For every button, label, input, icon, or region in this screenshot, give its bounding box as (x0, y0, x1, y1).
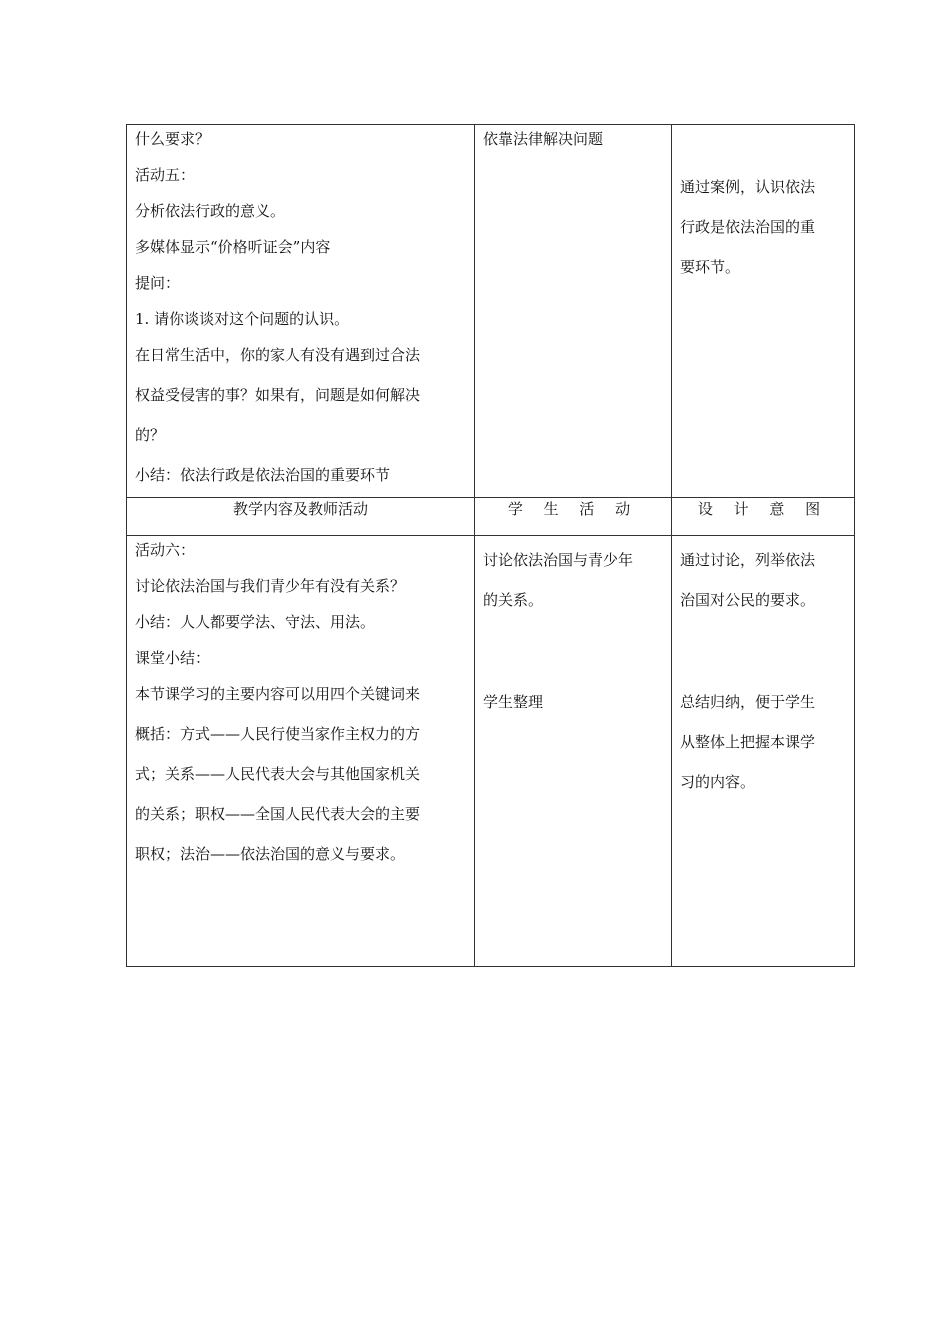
text-line: 活动六： (135, 541, 196, 559)
header-student-activity: 学 生 活 动 (475, 498, 672, 536)
text-line: 讨论依法治国与青少年 (483, 551, 634, 569)
text-line: 本节课学习的主要内容可以用四个关键词来 (135, 685, 421, 703)
design-intent-cell (672, 125, 855, 498)
table-header-row (127, 498, 855, 536)
text-line: 的关系；职权——全国人民代表大会的主要 (135, 805, 421, 823)
text-line: 职权；法治——依法治国的意义与要求。 (135, 845, 406, 863)
text-line: 通过讨论，列举依法 (680, 551, 816, 569)
text-line: 在日常生活中，你的家人有没有遇到过合法 (135, 346, 421, 364)
text-line: 习的内容。 (680, 773, 756, 791)
text-line: 的关系。 (483, 591, 544, 609)
text-line: 学生整理 (483, 693, 544, 711)
design-intent-cell (672, 536, 855, 967)
text-line: 多媒体显示“价格听证会”内容 (135, 238, 331, 256)
header-design-intent: 设 计 意 图 (672, 498, 855, 536)
teacher-activity-cell (127, 536, 475, 967)
text-line: 总结归纳，便于学生 (680, 693, 816, 711)
text-line: 分析依法行政的意义。 (135, 202, 286, 220)
text-line: 的？ (135, 426, 166, 444)
text-line: 小结：人人都要学法、守法、用法。 (135, 613, 376, 631)
text-line: 小结：依法行政是依法治国的重要环节 (135, 466, 391, 484)
lesson-plan-table (126, 124, 855, 967)
text-line: 什么要求？ (135, 130, 211, 148)
text-line: 治国对公民的要求。 (680, 591, 816, 609)
text-line: 讨论依法治国与我们青少年有没有关系？ (135, 577, 406, 595)
text-line: 1. 请你谈谈对这个问题的认识。 (135, 310, 350, 328)
text-line: 行政是依法治国的重 (680, 218, 816, 236)
text-line: 活动五： (135, 166, 196, 184)
text-line: 从整体上把握本课学 (680, 733, 816, 751)
text-line: 提问： (135, 274, 181, 292)
text-line: 要环节。 (680, 258, 741, 276)
text-line: 依靠法律解决问题 (483, 130, 604, 148)
text-line: 式；关系——人民代表大会与其他国家机关 (135, 765, 421, 783)
text-line: 通过案例，认识依法 (680, 178, 816, 196)
teacher-activity-cell (127, 125, 475, 498)
table-row (127, 125, 855, 498)
header-teacher-activity: 教学内容及教师活动 (127, 498, 475, 536)
student-activity-cell (475, 536, 672, 967)
student-activity-cell (475, 125, 672, 498)
table-row (127, 536, 855, 967)
text-line: 课堂小结： (135, 649, 211, 667)
text-line: 概括：方式——人民行使当家作主权力的方 (135, 725, 421, 743)
text-line: 权益受侵害的事？如果有，问题是如何解决 (135, 386, 421, 404)
